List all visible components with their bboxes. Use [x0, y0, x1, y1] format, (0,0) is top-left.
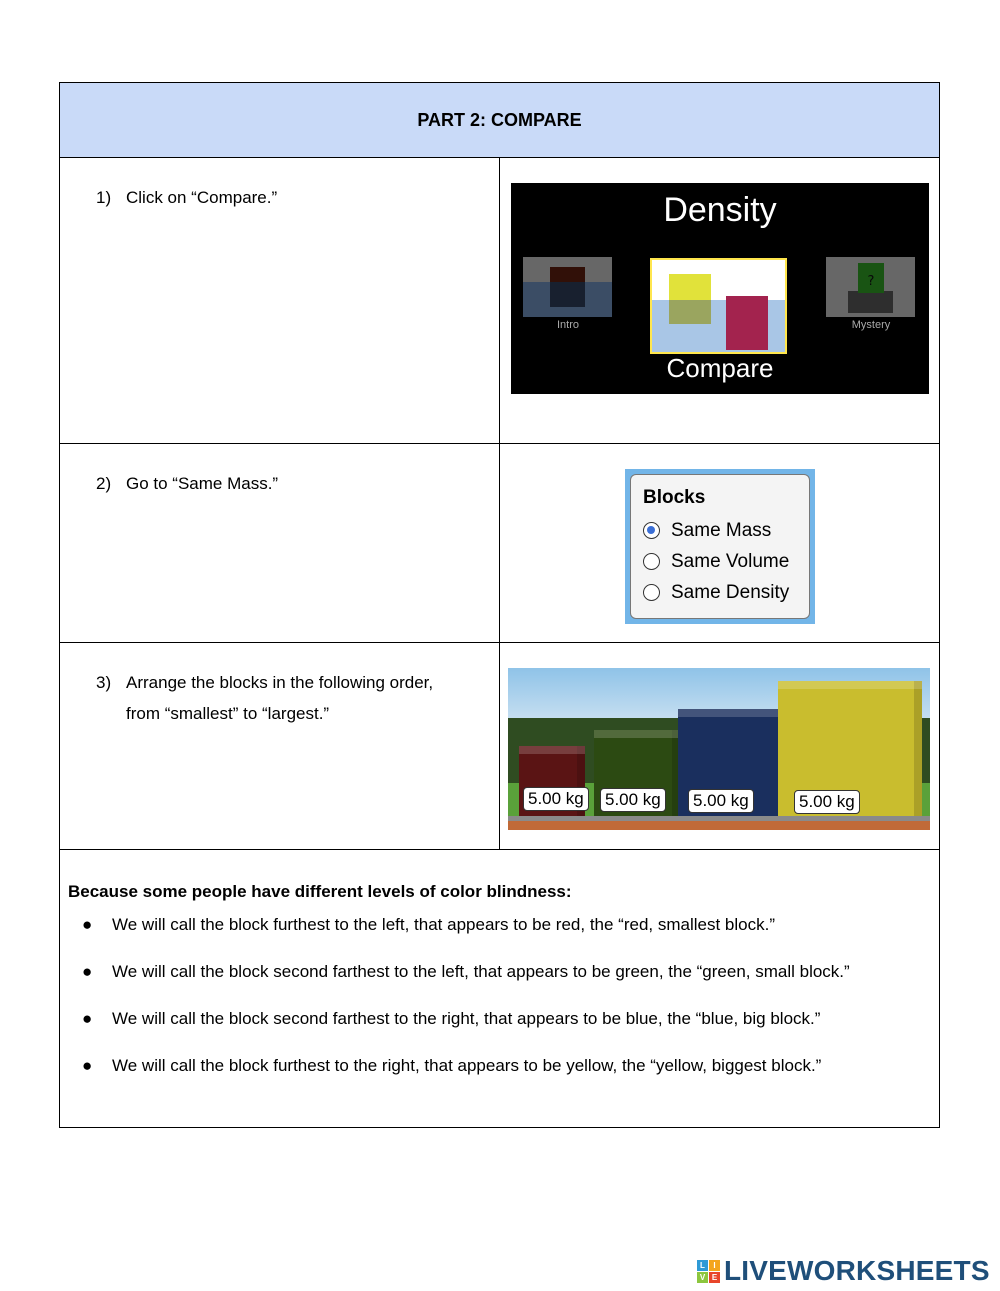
bullet-text: We will call the block furthest to the left, that appears to be red, the “red, smallest block.”: [112, 915, 775, 934]
radio-icon[interactable]: [643, 584, 660, 601]
logo-letter: I: [709, 1260, 720, 1271]
compare-thumbnail[interactable]: [650, 258, 787, 354]
mass-label: 5.00 kg: [688, 789, 754, 813]
option-label: Same Volume: [671, 550, 790, 572]
compare-label: Compare: [666, 353, 774, 383]
step-text: Click on “Compare.”: [126, 188, 278, 207]
density-title: Density: [663, 191, 777, 229]
step-cell: [60, 158, 500, 443]
bullet-text: We will call the block second farthest to the right, that appears to be blue, the “blue, big block.”: [112, 1009, 821, 1028]
list-item: [68, 1009, 939, 1056]
step-cell: [60, 643, 500, 849]
mystery-label: Mystery: [851, 319, 891, 331]
radio-icon[interactable]: [643, 553, 660, 570]
mass-label: 5.00 kg: [600, 788, 666, 812]
step-cell: [60, 444, 500, 642]
logo-text: LIVEWORKSHEETS: [724, 1255, 990, 1286]
density-menu-screenshot: [511, 183, 929, 394]
step-row-3: [60, 643, 939, 850]
mystery-question-mark: ?: [867, 274, 875, 289]
bullet-icon: ●: [82, 962, 93, 981]
blocks-panel-screenshot: [625, 469, 815, 624]
step-row-1: [60, 158, 939, 444]
step-number: 3): [96, 673, 112, 692]
note-list: [68, 915, 939, 1103]
mass-label: 5.00 kg: [523, 787, 589, 811]
option-same-mass[interactable]: [643, 515, 809, 546]
logo-letter: V: [697, 1272, 708, 1283]
step-row-2: [60, 444, 939, 643]
blocks-scene-screenshot: [508, 668, 930, 830]
radio-selected-icon[interactable]: [643, 522, 660, 539]
note-title: Because some people have different levels of color blindness:: [68, 882, 572, 901]
intro-thumbnail: [523, 257, 612, 317]
intro-label: Intro: [556, 319, 579, 331]
step-image-cell: [500, 158, 939, 443]
bullet-icon: ●: [82, 1009, 93, 1028]
option-same-volume[interactable]: [643, 546, 809, 577]
color-blindness-note: [60, 850, 939, 1127]
logo-letter: E: [709, 1272, 720, 1283]
step-number: 1): [96, 188, 112, 207]
liveworksheets-logo[interactable]: [697, 1255, 990, 1287]
worksheet-table: [59, 82, 940, 1128]
step-text: Arrange the blocks in the following order, from “smallest” to “largest.”: [126, 673, 434, 723]
bullet-icon: ●: [82, 1056, 93, 1075]
list-item: [68, 1056, 939, 1103]
section-header: PART 2: COMPARE: [60, 83, 939, 158]
mass-label: 5.00 kg: [794, 790, 860, 814]
blocks-panel-title: Blocks: [643, 487, 706, 508]
step-image-cell: [500, 444, 939, 642]
mystery-thumbnail: [826, 257, 915, 317]
list-item: [68, 962, 939, 1009]
option-label: Same Mass: [671, 519, 772, 541]
logo-letter: L: [697, 1260, 708, 1271]
bullet-icon: ●: [82, 915, 93, 934]
step-image-cell: [500, 643, 939, 849]
bullet-text: We will call the block second farthest to the left, that appears to be green, the “green, small block.”: [112, 962, 850, 981]
option-label: Same Density: [671, 581, 790, 603]
step-number: 2): [96, 474, 112, 493]
step-text: Go to “Same Mass.”: [126, 474, 279, 493]
list-item: [68, 915, 939, 962]
bullet-text: We will call the block furthest to the right, that appears to be yellow, the “yellow, biggest block.”: [112, 1056, 822, 1075]
option-same-density[interactable]: [643, 577, 809, 608]
logo-mark-icon: [697, 1260, 720, 1283]
blocks-panel: [630, 474, 810, 619]
